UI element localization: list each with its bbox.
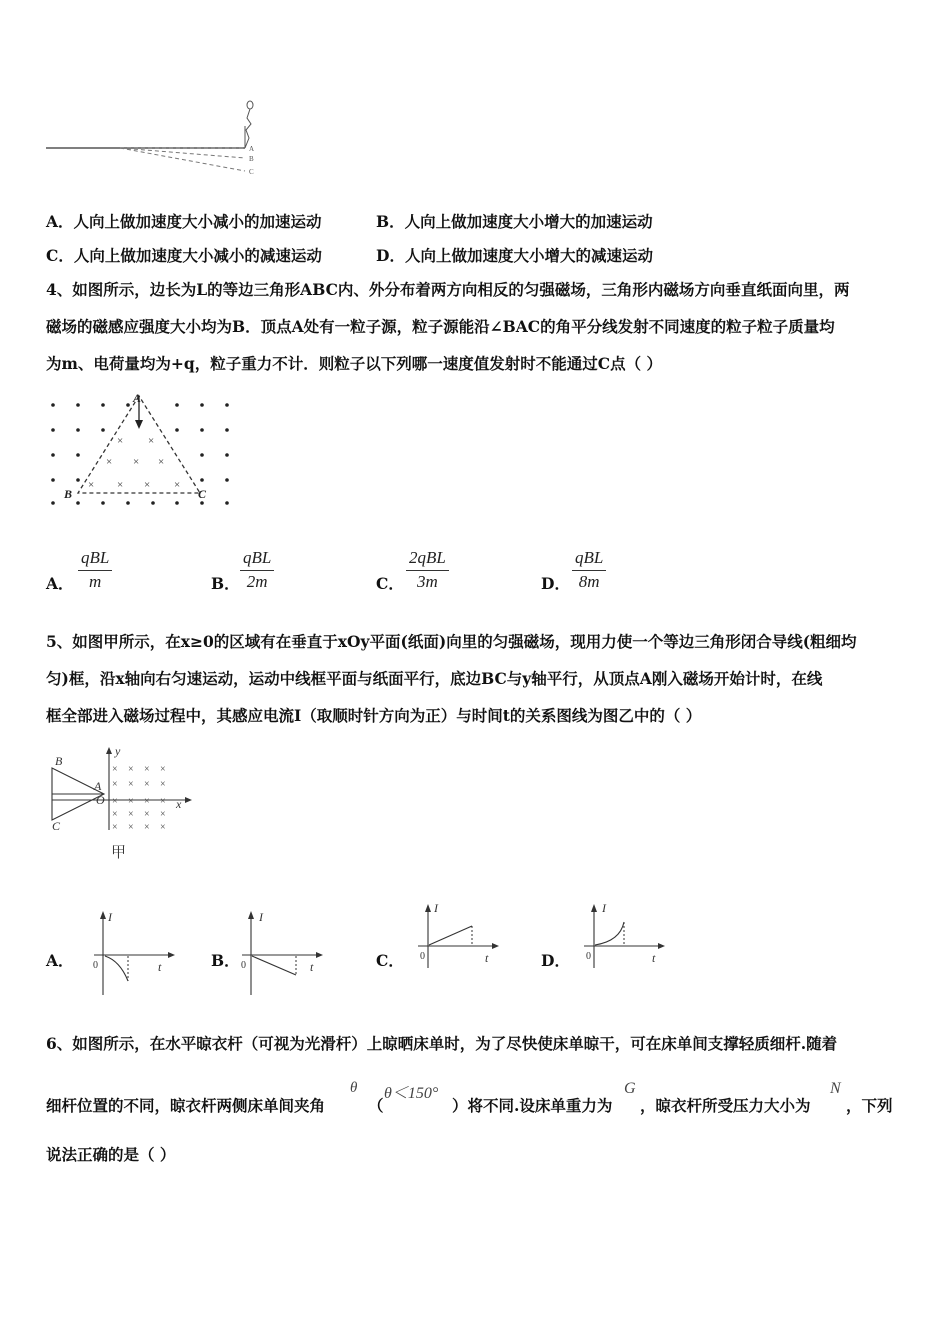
q5-stem-line2: 匀)框，沿x轴向右匀速运动，运动中线框平面与纸面平行，底边BC与y轴平行，从顶点A刚入磁场开始计时，在线 (46, 669, 823, 688)
q4-option-c-label[interactable]: C． (376, 574, 404, 593)
q5-b-origin: 0 (241, 960, 246, 971)
svg-text:×: × (112, 822, 118, 833)
q4-cross-marks (88, 435, 180, 491)
svg-text:×: × (112, 779, 118, 790)
svg-text:×: × (117, 435, 124, 447)
q3-point-a: A (249, 145, 255, 153)
q4-option-a-fraction[interactable]: qBL m (78, 548, 112, 592)
svg-text:×: × (144, 796, 150, 807)
q6-gravity-symbol: G (624, 1080, 636, 1097)
q6-pressure-symbol: N (830, 1080, 841, 1097)
q6-stem-line2-part3: ）将不同.设床单重力为 (452, 1096, 613, 1115)
q5-figure-jia (44, 742, 204, 864)
svg-text:×: × (144, 479, 151, 491)
q5-label-b: B (55, 754, 63, 768)
q6-theta-symbol: θ (350, 1080, 358, 1096)
q3-figure (40, 96, 270, 186)
svg-text:×: × (144, 809, 150, 820)
q4-option-b-fraction[interactable]: qBL 2m (240, 548, 274, 592)
q3-option-c[interactable]: C．人向上做加速度大小减小的减速运动 (46, 246, 322, 265)
q5-option-a-label[interactable]: A． (46, 951, 74, 970)
q5-option-c-label[interactable]: C． (376, 951, 404, 970)
svg-text:×: × (88, 479, 95, 491)
q4-option-c-fraction[interactable]: 2qBL 3m (406, 548, 449, 592)
q5-d-axis-i: I (602, 901, 606, 915)
svg-text:×: × (133, 456, 140, 468)
q3-point-b: B (249, 155, 254, 163)
q5-b-axis-i: I (259, 910, 263, 924)
q5-option-a-graph[interactable] (90, 905, 180, 1000)
q5-option-d-graph[interactable] (578, 898, 668, 973)
q5-d-origin: 0 (586, 951, 591, 962)
q4-vertex-b: B (64, 487, 73, 501)
q6-stem-line3: 说法正确的是（ ） (46, 1145, 176, 1164)
q5-cross-marks (112, 764, 166, 833)
q5-figure-caption: 甲 (111, 845, 127, 861)
q5-a-axis-i: I (108, 910, 112, 924)
q6-angle-condition: θ＜150° (384, 1085, 439, 1102)
q5-stem-line1: 5、如图甲所示，在x≥0的区域有在垂直于xOy平面(纸面)向里的匀强磁场，现用力使一个等边三角形闭合导线(粗细均 (46, 632, 857, 651)
q5-c-axis-t: t (485, 951, 489, 965)
q5-option-c-graph[interactable] (412, 898, 502, 973)
svg-text:×: × (148, 435, 155, 447)
q5-label-y: y (115, 744, 121, 758)
q4-option-b-label[interactable]: B． (211, 574, 240, 593)
q5-c-origin: 0 (420, 951, 425, 962)
q5-option-d-label[interactable]: D． (541, 951, 570, 970)
q3-option-d[interactable]: D．人向上做加速度大小增大的减速运动 (376, 246, 653, 265)
svg-text:×: × (160, 796, 166, 807)
q5-a-axis-t: t (158, 960, 162, 974)
q6-stem-line2-part2: （ (368, 1096, 384, 1115)
svg-text:×: × (158, 456, 165, 468)
q5-c-axis-i: I (434, 901, 438, 915)
svg-text:×: × (160, 809, 166, 820)
svg-text:×: × (128, 796, 134, 807)
svg-text:×: × (106, 456, 113, 468)
q6-stem-line1: 6、如图所示，在水平晾衣杆（可视为光滑杆）上晾晒床单时，为了尽快使床单晾干，可在床单间支撑轻质细杆.随着 (46, 1034, 838, 1053)
q4-stem-line3: 为m、电荷量均为+q，粒子重力不计．则粒子以下列哪一速度值发射时不能通过C点（ ） (46, 354, 662, 373)
svg-text:×: × (144, 779, 150, 790)
q5-label-x: x (176, 797, 182, 811)
q5-option-b-graph[interactable] (238, 905, 328, 1000)
q6-stem-line2-part4: ，晾衣杆所受压力大小为 (640, 1096, 811, 1115)
q6-stem-line2-part1: 细杆位置的不同，晾衣杆两侧床单间夹角 (46, 1096, 326, 1115)
q3-point-c: C (249, 168, 254, 176)
svg-text:×: × (112, 809, 118, 820)
q4-vertex-a: A (133, 391, 142, 405)
q5-label-c: C (52, 819, 61, 833)
svg-text:×: × (160, 764, 166, 775)
q4-option-d-fraction[interactable]: qBL 8m (572, 548, 606, 592)
svg-text:×: × (160, 779, 166, 790)
svg-text:×: × (160, 822, 166, 833)
q4-option-a-label[interactable]: A． (46, 574, 74, 593)
q6-stem-line2-part5: ，下列 (846, 1096, 893, 1115)
svg-text:×: × (117, 479, 124, 491)
q4-stem-line1: 4、如图所示，边长为L的等边三角形ABC内、外分布着两方向相反的匀强磁场，三角形内磁场方向垂直纸面向里，两 (46, 280, 850, 299)
q5-option-b-label[interactable]: B． (211, 951, 240, 970)
svg-text:×: × (174, 479, 181, 491)
q5-a-origin: 0 (93, 960, 98, 971)
q5-stem-line3: 框全部进入磁场过程中，其感应电流I（取顺时针方向为正）与时间t的关系图线为图乙中的（ ） (46, 706, 702, 725)
q5-d-axis-t: t (652, 951, 656, 965)
svg-text:×: × (128, 764, 134, 775)
q4-vertex-c: C (198, 487, 207, 501)
q3-option-b[interactable]: B．人向上做加速度大小增大的加速运动 (376, 212, 653, 231)
svg-text:×: × (128, 822, 134, 833)
svg-text:×: × (128, 779, 134, 790)
q5-label-o: O (96, 793, 105, 807)
q3-option-a[interactable]: A．人向上做加速度大小减小的加速运动 (46, 212, 322, 231)
q4-option-d-label[interactable]: D． (541, 574, 570, 593)
q4-figure (44, 388, 244, 512)
svg-text:×: × (144, 764, 150, 775)
svg-text:×: × (128, 809, 134, 820)
q5-label-a: A (94, 779, 102, 793)
svg-text:×: × (144, 822, 150, 833)
svg-text:×: × (112, 796, 118, 807)
q5-b-axis-t: t (310, 960, 314, 974)
q4-stem-line2: 磁场的磁感应强度大小均为B．顶点A处有一粒子源，粒子源能沿∠BAC的角平分线发射不同速度的粒子粒子质量均 (46, 317, 835, 336)
svg-text:×: × (112, 764, 118, 775)
